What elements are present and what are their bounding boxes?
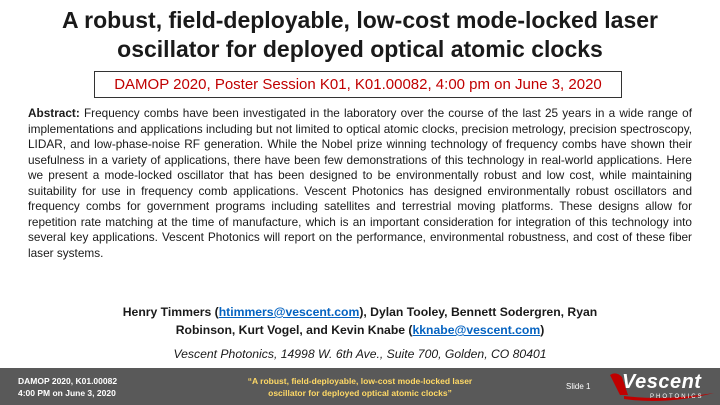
footer-title (215, 375, 505, 399)
footer-bar (0, 368, 720, 405)
authors-part-1: Henry Timmers ( (122, 305, 219, 319)
abstract-label: Abstract: (28, 106, 80, 120)
authors-part-4: ) (540, 323, 545, 337)
footer-title-line-2: oscillator for deployed optical atomic clocks” (268, 388, 452, 398)
vescent-logo (606, 369, 718, 403)
authors-part-2: ), Dylan Tooley, Bennett Sodergren, Ryan (359, 305, 598, 319)
email-link-kknabe[interactable]: kknabe@vescent.com (412, 323, 541, 337)
title-line-1: A robust, field-deployable, low-cost mode-locked laser (62, 7, 658, 33)
logo-subtitle: PHOTONICS (650, 394, 704, 400)
page-title (20, 6, 700, 64)
footer-session-line-2: 4:00 PM on June 3, 2020 (18, 388, 116, 398)
logo-name: Vescent (622, 371, 702, 393)
session-info-box: DAMOP 2020, Poster Session K01, K01.00082, 4:00 pm on June 3, 2020 (94, 71, 622, 98)
authors (40, 303, 680, 339)
footer-title-line-1: “A robust, field-deployable, low-cost mode-locked laser (247, 376, 473, 386)
slide-number: Slide 1 (566, 382, 591, 391)
footer-session (18, 375, 117, 399)
authors-part-3: Robinson, Kurt Vogel, and Kevin Knabe ( (175, 323, 413, 337)
email-link-htimmers[interactable]: htimmers@vescent.com (218, 305, 360, 319)
footer-session-line-1: DAMOP 2020, K01.00082 (18, 376, 118, 386)
affiliation: Vescent Photonics, 14998 W. 6th Ave., Suite 700, Golden, CO 80401 (173, 347, 547, 361)
abstract (28, 106, 692, 261)
abstract-text: Frequency combs have been investigated in the laboratory over the course of the last 25 years in a wide range of implementations and applications including but not limited to optical atomic clocks, precision metrology, precision spectroscopy, LIDAR, and low-phase-noise RF generation. While the Nobel prize winning technology of frequency combs have shown their usefulness in a variety of applications, there have been few demonstrations of this technology in real-world applications. Here we present a mode-locked oscillator that has been designed to be environmentally robust and low cost, while maintaining suitability for use in frequency comb applications. Vescent Photonics has designed environmentally robust oscillators and frequency combs for government programs including satellites and terrestrial moving platforms. These designs allow for repetition rate matching at the time of manufacture, which is an important consideration for integration of this technology into several key applications. Vescent Photonics will report on the performance, environmental robustness, and cost of these fiber laser systems. (28, 106, 692, 260)
title-line-2: oscillator for deployed optical atomic clocks (117, 36, 603, 62)
